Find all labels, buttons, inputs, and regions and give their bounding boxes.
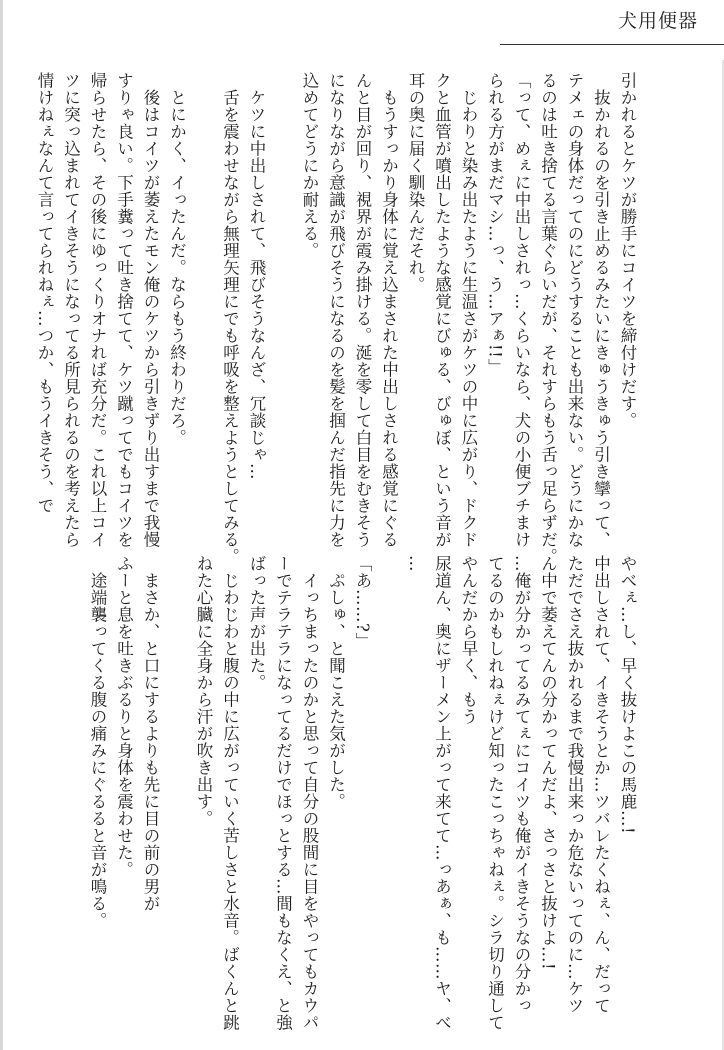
text-line: … — [406, 555, 425, 572]
text-line: とにかく、イったんだ。ならもう終わりだろ。 — [167, 72, 187, 446]
text-line: ふーと息を吐きぶるりと身体を震わせた。 — [114, 555, 134, 878]
text-line: 舌を震わせながら無理矢理にでも呼吸を整えようとしてみる。 — [220, 72, 240, 565]
text-line: 抜かれるのを引き止めるみたいにきゅうきゅう引き攣って、 — [591, 72, 611, 548]
text-line: やんだから早く、もう — [459, 555, 478, 725]
text-line: すりゃ良い。下手糞って吐き捨てて、ケツ蹴ってでもコイツを — [114, 72, 134, 548]
text-line — [163, 555, 190, 995]
running-header-title: 犬用便器 — [617, 10, 698, 32]
text-line: ねた心臓に全身から汗が吹き出す。 — [194, 555, 213, 827]
text-line: まさか、と口にするよりも先に目の前の男が — [141, 555, 160, 912]
text-line: ただでさえ抜かれるまで我慢出来っか危ないってのに…ケツ — [565, 555, 584, 1014]
text-line: 途端襲ってくる腹の痛みにぐるると音が鳴る。 — [88, 555, 107, 929]
text-line: 帰らせたら、その後にゆっくりオナれば充分だ。これ以上コイ — [88, 72, 107, 548]
upper-text-block — [31, 72, 641, 565]
text-line: 引かれるとケツが勝手にコイツを締付けだす。 — [618, 72, 637, 429]
text-line: ーでテラテラになってるだけでほっとする…間もなくえ、と強 — [273, 555, 293, 1031]
page-edge-shadow — [0, 0, 3, 1050]
text-line: ん中で萎えてんの分かってんだよ、さっさと抜けよ…! — [538, 555, 558, 971]
text-line — [269, 72, 296, 532]
header-rule — [500, 44, 724, 45]
text-line: やべぇ…し、早く抜けよこの馬鹿…! — [618, 555, 637, 835]
text-line: 情けねぇなんて言ってられねぇ…つか、もうイきそう、で — [35, 72, 54, 514]
text-line: ばった声が出た。 — [247, 555, 266, 691]
text-line: てるのかもしれねぇけど知ったこっちゃねぇ。シラ切り通して — [485, 555, 505, 1031]
text-line: 中出しされて、イきそうとか…ツバレたくねぇ、ん、だって — [591, 555, 611, 1014]
text-line: テメェの身体だってのにどうすることも出来ない。どうにかな — [565, 72, 584, 548]
text-line: んと目が回り、視界が霞み掛ける。涎を零して白目をむきそう — [353, 72, 372, 548]
text-line: じわじわと腹の中に広がっていく苦しさと水音。ばくんと跳 — [220, 555, 240, 1031]
text-line: 後はコイツが萎えたモン俺のケツから引きずり出すまで我慢 — [141, 72, 160, 548]
text-line: じわりと染み出たように生温さがケツの中に広がり、ドクド — [459, 72, 478, 548]
text-line: …俺が分かってるみてぇにコイツも俺がイきそうなの分かっ — [512, 555, 531, 1014]
text-line: るのは吐き捨てる言葉ぐらいだが、それすらもう舌っ足らずだ。 — [538, 72, 558, 565]
text-line: ツに突っ込まれてイきそうになってる所見られるのを考えたら — [61, 72, 81, 548]
text-line: られる方がまだマシ…っ、う…アぁ!!」 — [485, 72, 505, 376]
text-line: クと血管が噴出したような感覚にびゅる、びゅぼ、という音が — [432, 72, 452, 548]
text-line: 「あ……?」 — [353, 555, 372, 650]
text-line: 「って、めぇに中出しされっ…くらいなら、犬の小便ブチまけ — [512, 72, 531, 548]
text-line — [190, 72, 217, 532]
text-line: ぷしゅ、と聞こえた気がした。 — [326, 555, 346, 810]
text-line: 尿道ん、奥にザーメン上がって来てて…っあぁ、も……ヤ、べ — [432, 555, 452, 1031]
lower-text-block — [84, 555, 641, 1031]
text-line: ケツに中出しされて、飛びそうなんざ、冗談じゃ… — [247, 72, 266, 480]
text-line: 耳の奥に届く馴染んだそれ。 — [406, 72, 425, 293]
text-line: 込めてどうにか耐える。 — [300, 72, 319, 259]
text-line — [375, 555, 402, 995]
text-line: もうすっかり身体に覚え込まされた中出しされる感覚にぐる — [379, 72, 399, 548]
text-line: イっちまったのかと思って自分の股間に目をやってもカウパ — [300, 555, 319, 1031]
text-line: になりながら意識が飛びそうになるのを髪を掴んだ指先に力を — [326, 72, 346, 548]
